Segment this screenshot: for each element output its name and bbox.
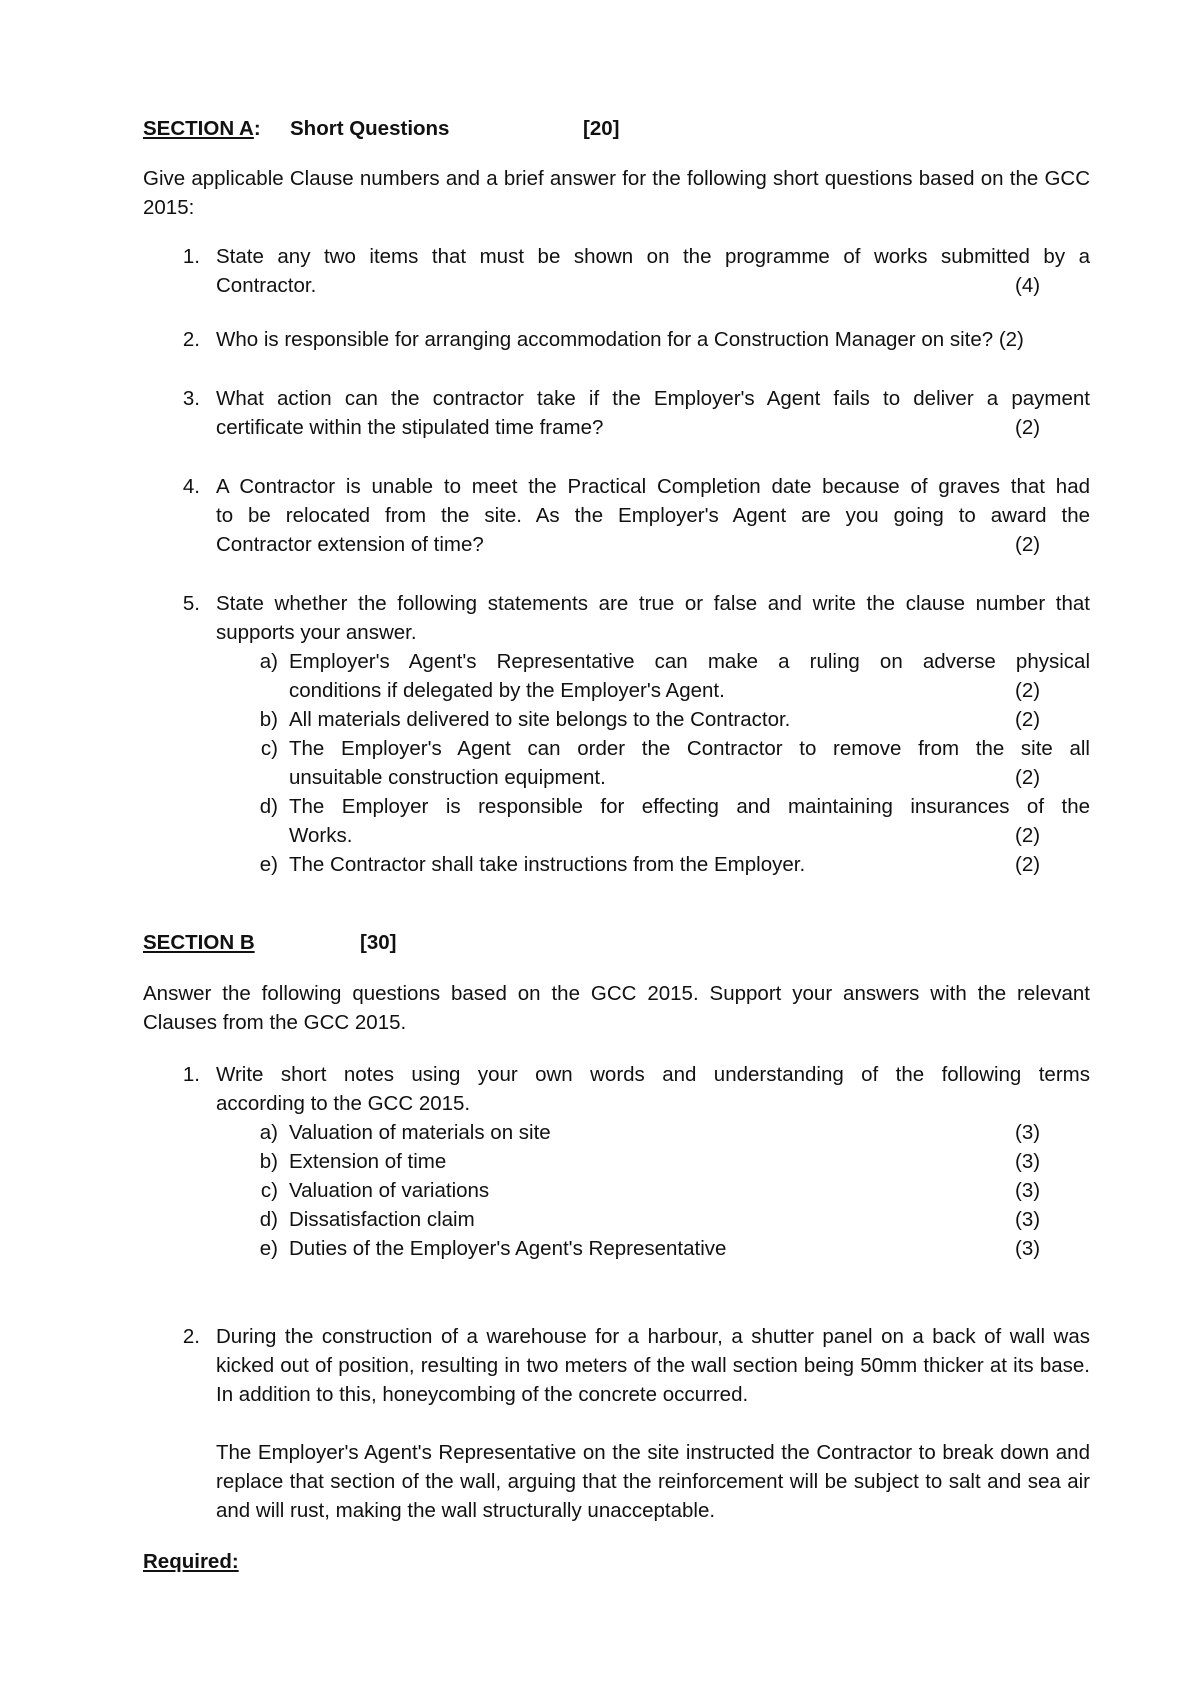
sub-item-text: Extension of time <box>289 1150 447 1173</box>
sub-item-letter: b) <box>259 708 278 731</box>
question-text-line1: What action can the contractor take if the Employer's Agent fails to deliver a payment <box>216 387 1090 410</box>
sub-item-letter: c) <box>260 737 278 760</box>
question-text-line1: State any two items that must be shown on the programme of works submitted by a <box>216 245 1090 268</box>
sub-item-text: Dissatisfaction claim <box>289 1208 475 1231</box>
question-mark: (4) <box>1015 274 1041 297</box>
sub-item-mark: (2) <box>1015 766 1041 789</box>
question-number: 4. <box>182 475 200 498</box>
question-mark: (2) <box>1015 533 1041 556</box>
question-text-line1: Who is responsible for arranging accommodation for a Construction Manager on site? (2) <box>216 328 1024 351</box>
question-mark: (2) <box>1015 416 1041 439</box>
question-number: 1. <box>182 245 200 268</box>
question-paragraph-1: During the construction of a warehouse for a harbour, a shutter panel on a back of wall was kicked out of position, resulting in two meters of the wall section being 50mm thicker at its base. In addition to this, honeycombing of the concrete occurred. <box>216 1325 1090 1406</box>
sub-item-text-line1: The Employer's Agent can order the Contractor to remove from the site all <box>289 737 1090 760</box>
required-heading: Required: <box>143 1550 239 1573</box>
section-a-heading <box>143 114 261 143</box>
question-number: 5. <box>182 592 200 615</box>
question-text-line1: A Contractor is unable to meet the Practical Completion date because of graves that had <box>216 475 1090 498</box>
question-text-line2: certificate within the stipulated time frame? <box>216 416 604 439</box>
question-paragraph-2: The Employer's Agent's Representative on the site instructed the Contractor to break down and replace that section of the wall, arguing that the reinforcement will be subject to salt and sea air and will rust, making the wall structurally unacceptable. <box>216 1441 1090 1522</box>
section-a-subtitle: Short Questions <box>290 117 450 140</box>
sub-item-mark: (2) <box>1015 679 1041 702</box>
sub-item-text-line2: All materials delivered to site belongs to the Contractor. <box>289 708 791 731</box>
question-number: 1. <box>182 1063 200 1086</box>
section-a-intro: Give applicable Clause numbers and a brief answer for the following short questions based on the GCC 2015: <box>143 167 1090 219</box>
sub-item-mark: (3) <box>1015 1121 1041 1144</box>
section-a-marks: [20] <box>583 117 620 140</box>
question-text-line1: State whether the following statements are true or false and write the clause number that <box>216 592 1090 615</box>
sub-item-letter: a) <box>259 650 278 673</box>
question-number: 2. <box>182 1325 200 1348</box>
question-text-line2: Contractor. <box>216 274 317 297</box>
question-text-line1: Write short notes using your own words and understanding of the following terms <box>216 1063 1090 1086</box>
question-number: 3. <box>182 387 200 410</box>
sub-item-letter: b) <box>259 1150 278 1173</box>
sub-item-text-line2: The Contractor shall take instructions from the Employer. <box>289 853 806 876</box>
sub-item-mark: (3) <box>1015 1208 1041 1231</box>
sub-item-mark: (3) <box>1015 1150 1041 1173</box>
question-text-line2: according to the GCC 2015. <box>216 1092 471 1115</box>
sub-item-letter: c) <box>260 1179 278 1202</box>
sub-item-mark: (2) <box>1015 824 1041 847</box>
question-text-line2: Contractor extension of time? <box>216 533 484 556</box>
sub-item-letter: d) <box>259 1208 278 1231</box>
question-number: 2. <box>182 328 200 351</box>
sub-item-text-line2: Works. <box>289 824 353 847</box>
sub-item-letter: e) <box>259 853 278 876</box>
sub-item-letter: d) <box>259 795 278 818</box>
section-b-intro: Answer the following questions based on the GCC 2015. Support your answers with the relevant Clauses from the GCC 2015. <box>143 982 1090 1034</box>
sub-item-letter: a) <box>259 1121 278 1144</box>
sub-item-text-line1: Employer's Agent's Representative can make a ruling on adverse physical <box>289 650 1090 673</box>
section-b-marks: [30] <box>360 931 397 954</box>
sub-item-text: Duties of the Employer's Agent's Representative <box>289 1237 727 1260</box>
question-text-line2: supports your answer. <box>216 621 417 644</box>
sub-item-mark: (3) <box>1015 1179 1041 1202</box>
sub-item-text-line2: conditions if delegated by the Employer's Agent. <box>289 679 725 702</box>
section-a-colon: : <box>253 117 261 140</box>
sub-item-letter: e) <box>259 1237 278 1260</box>
question-text-line1b: to be relocated from the site. As the Employer's Agent are you going to award the <box>216 504 1090 527</box>
sub-item-mark: (2) <box>1015 853 1041 876</box>
section-b-title: SECTION B <box>143 931 255 954</box>
sub-item-mark: (2) <box>1015 708 1041 731</box>
sub-item-mark: (3) <box>1015 1237 1041 1260</box>
sub-item-text-line2: unsuitable construction equipment. <box>289 766 606 789</box>
sub-item-text-line1: The Employer is responsible for effecting and maintaining insurances of the <box>289 795 1090 818</box>
sub-item-text: Valuation of materials on site <box>289 1121 551 1144</box>
sub-item-text: Valuation of variations <box>289 1179 490 1202</box>
section-a-title: SECTION A <box>143 117 254 140</box>
